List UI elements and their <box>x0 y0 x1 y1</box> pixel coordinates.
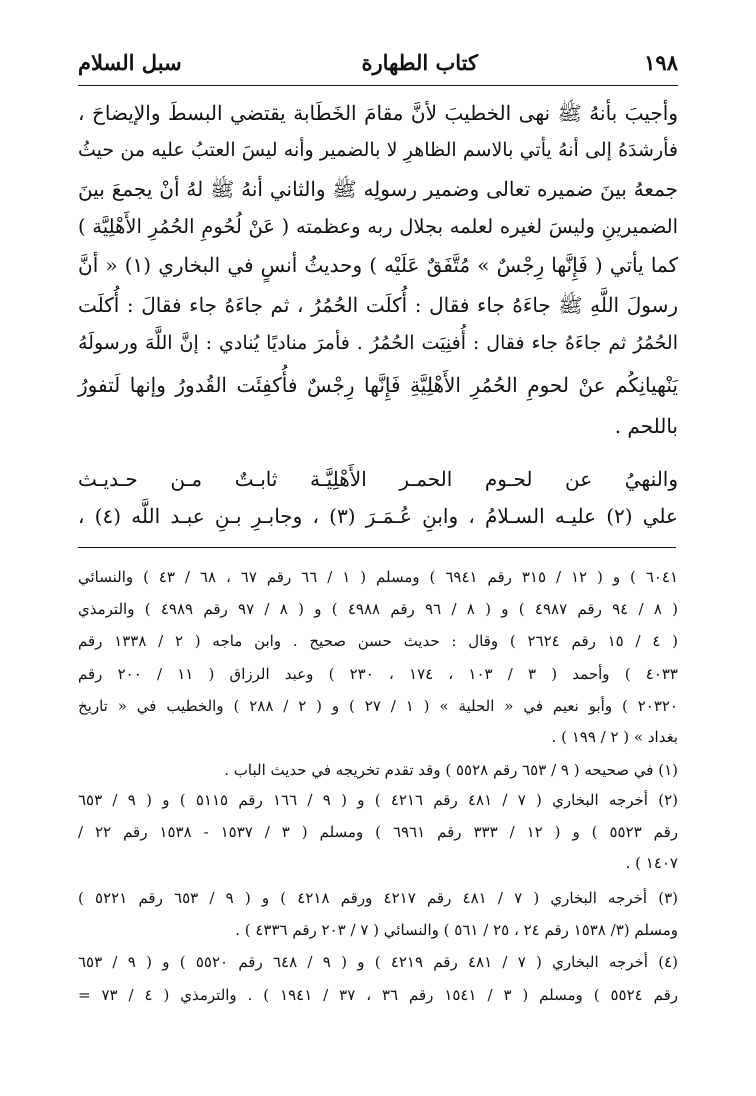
footnote-line: ٦٠٤١ ) و ( ١٢ / ٣١٥ رقم ٦٩٤١ ) ومسلم ( ١ / ٦٦ رقم ٦٧ ، ٦٨ / ٤٣ ) والنسائي <box>78 568 679 586</box>
footnote-line: ( ٨ / ٩٤ رقم ٤٩٨٧ ) و ( ٨ / ٩٦ رقم ٤٩٨٨ ) و ( ٨ / ٩٧ رقم ٤٩٨٩ ) والترمذي <box>78 600 679 618</box>
text-line: والنهيُ عن لحـوم الحمـر الأَهْلِيَّـة ثابـتٌ مـن حـديـث <box>78 467 678 491</box>
footnote-line: ٢٠٣٢٠ ) وأبو نعيم في « الحلية » ( ١ / ٢٧ ) و ( ٢ / ٢٨٨ ) والخطيب في « تاريخ <box>78 697 678 715</box>
footnote-line: بغداد » ( ٢ / ١٩٩ ) . <box>551 728 678 746</box>
text-line: باللحم . <box>614 414 678 438</box>
footnote-line: رقم ٥٥٢٤ ) ومسلم ( ٣ / ١٥٤١ رقم ٣٦ ، ٣٧ / ١٩٤١ ) . والترمذي ( ٤ / ٧٣ = <box>78 986 679 1004</box>
text-line: جمعهُ بينَ ضميره تعالى وضمير رسولِه ﷺ والثاني أنهُ ﷺ لهُ أنْ يجمعَ بينَ <box>78 177 678 201</box>
footnote-line: ١٤٠٧ ) . <box>625 854 678 872</box>
text-line: الضميرينِ وليسَ لغيره لعلمه بجلال ربه وعظمته ( عَنْ لُحُومِ الحُمُرِ الأَهْلِيَّة ) <box>78 215 678 238</box>
book-title: سبل السلام <box>78 50 182 75</box>
footnote-line: (١) في صحيحه ( ٩ / ٦٥٣ رقم ٥٥٢٨ ) وقد تقدم تخريجه في حديث الباب . <box>224 761 678 779</box>
text-line: يَنْهيانِكُم عنْ لحومِ الحُمُرِ الأَهْلِيَّةِ فَإِنَّها رِجْسٌ فأُكفِئَت القُدورُ وإنها لَتفورُ <box>78 373 678 397</box>
footnote-line: (٤) أخرجه البخاري ( ٧ / ٤٨١ رقم ٤٢١٩ ) و ( ٩ / ٦٤٨ رقم ٥٥٢٠ ) و ( ٩ / ٦٥٣ <box>78 953 679 971</box>
chapter-title: كتاب الطهارة <box>361 50 478 75</box>
text-line: فأرشدَهُ إلى أنهُ يأتي بالاسم الظاهرِ لا بالضمير وأنه ليسَ العتبُ عليه من حيثُ <box>78 139 678 161</box>
text-line: الحُمُرُ ثم جاءَهُ جاء فقال : أُفنِيَت الحُمُرُ . فأمرَ مناديًا يُنادي : إنَّ اللَّهَ ورسولَهُ <box>78 332 678 354</box>
footnote-line: رقم ٥٥٢٣ ) و ( ١٢ / ٣٣٣ رقم ٦٩٦١ ) ومسلم ( ٣ / ١٥٣٧ - ١٥٣٨ رقم ٢٢ / <box>78 823 679 841</box>
footnote-line: ومسلم (٣/ ١٥٣٨ رقم ٢٤ ، ٢٥ / ٥٦١ ) والنسائي ( ٧ / ٢٠٣ رقم ٤٣٣٦ ) . <box>235 921 678 939</box>
page-number: ١٩٨ <box>644 50 678 75</box>
footnote-line: ٤٠٣٣ ) وأحمد ( ٣ / ١٠٣ ، ١٧٤ ، ٢٣٠ ) وعبد الرزاق ( ١١ / ٢٠٠ رقم <box>78 665 678 683</box>
text-line: كما يأتي ( فَإِنَّها رِجْسٌ » مُتَّفَقٌ عَلَيْه ) وحديثُ أنسٍ في البخاري (١) « أنَّ <box>78 253 679 277</box>
footnote-separator <box>78 547 676 548</box>
text-line: وأجيبَ بأنهُ ﷺ نهى الخطيبَ لأنَّ مقامَ الخَطَابة يقتضي البسطَ والإيضاحَ ، <box>78 101 678 125</box>
footnote-line: ( ٤ / ١٥ رقم ٢٦٢٤ ) وقال : حديث حسن صحيح . وابن ماجه ( ٢ / ١٣٣٨ رقم <box>78 632 679 650</box>
footnote-line: (٢) أخرجه البخاري ( ٧ / ٤٨١ رقم ٤٢١٦ ) و ( ٩ / ١٦٦ رقم ٥١١٥ ) و ( ٩ / ٦٥٣ <box>78 791 679 809</box>
footnote-line: (٣) أخرجه البخاري ( ٧ / ٤٨١ رقم ٤٢١٧ ورقم ٤٢١٨ ) و ( ٩ / ٦٥٣ رقم ٥٢٢١ ) <box>78 889 679 907</box>
header-rule <box>78 85 678 86</box>
text-line: علي (٢) عليـه السـلامُ ، وابنِ عُـمَـرَ (٣) ، وجابـرِ بـنِ عبـد اللَّه (٤) ، <box>78 504 678 528</box>
text-line: رسولَ اللَّهِ ﷺ جاءَهُ جاء فقال : أُكلَت الحُمُرُ ، ثم جاءَهُ جاء فقالَ : أُكلَت <box>78 293 678 317</box>
running-header <box>78 48 678 82</box>
